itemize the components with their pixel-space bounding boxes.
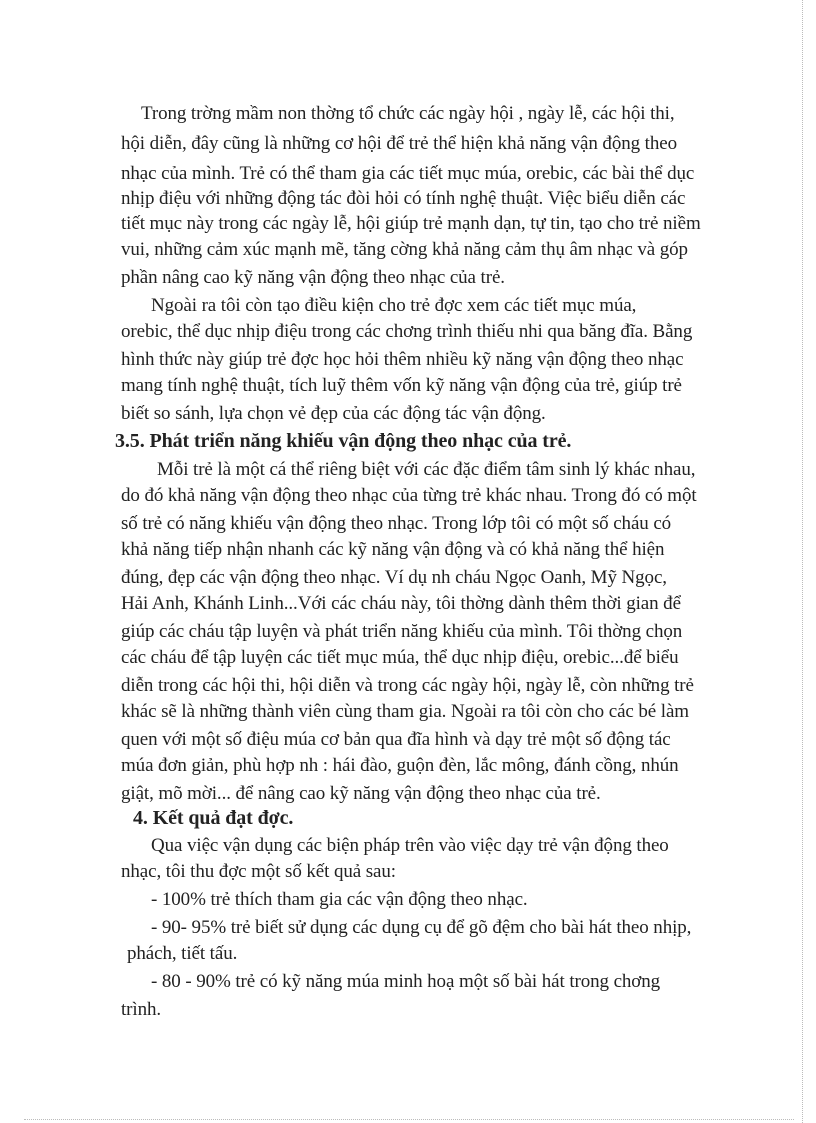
result-item: - 90- 95% trẻ biết sử dụng các dụng cụ để gõ đệm cho bài hát theo nhịp, [151, 917, 692, 938]
paragraph-1-line: nhạc của mình. Trẻ có thể tham gia các tiết mục múa, orebic, các bài thể dục [121, 163, 695, 184]
paragraph-3-line: múa đơn giản, phù hợp nh : hái đào, guộn đèn, lắc mông, đánh cồng, nhún [121, 755, 679, 776]
paragraph-2-line: biết so sánh, lựa chọn vẻ đẹp của các động tác vận động. [121, 403, 546, 424]
paragraph-3-line: Mỗi trẻ là một cá thể riêng biệt với các đặc điểm tâm sinh lý khác nhau, [157, 459, 696, 480]
paragraph-3-line: Hải Anh, Khánh Linh...Với các cháu này, tôi thờng dành thêm thời gian để [121, 593, 681, 614]
paragraph-3-line: khác sẽ là những thành viên cùng tham gia. Ngoài ra tôi còn cho các bé làm [121, 701, 689, 722]
section-heading: 4. Kết quả đạt đợc. [133, 807, 294, 829]
paragraph-2-line: mang tính nghệ thuật, tích luỹ thêm vốn kỹ năng vận động của trẻ, giúp trẻ [121, 375, 682, 396]
paragraph-3-line: số trẻ có năng khiếu vận động theo nhạc. Trong lớp tôi có một số cháu có [121, 513, 672, 534]
paragraph-2-line: hình thức này giúp trẻ đợc học hỏi thêm nhiều kỹ năng vận động theo nhạc [121, 349, 684, 370]
page-bottom-border [24, 1119, 794, 1120]
paragraph-3-line: diễn trong các hội thi, hội diễn và trong các ngày hội, ngày lễ, còn những trẻ [121, 675, 694, 696]
paragraph-3-line: giúp các cháu tập luyện và phát triển năng khiếu của mình. Tôi thờng chọn [121, 621, 683, 642]
paragraph-1-line: phần nâng cao kỹ năng vận động theo nhạc của trẻ. [121, 267, 505, 288]
paragraph-1-line: Trong trờng mầm non thờng tổ chức các ngày hội , ngày lễ, các hội thi, [141, 103, 675, 124]
paragraph-1-line: hội diễn, đây cũng là những cơ hội để trẻ thể hiện khả năng vận động theo [121, 133, 677, 154]
paragraph-2-line: orebic, thể dục nhịp điệu trong các chơng trình thiếu nhi qua băng đĩa. Bằng [121, 321, 693, 342]
result-item: trình. [121, 999, 162, 1020]
result-item: - 100% trẻ thích tham gia các vận động theo nhạc. [151, 889, 528, 910]
section-heading: 3.5. Phát triển năng khiếu vận động theo nhạc của trẻ. [115, 430, 572, 452]
paragraph-1-line: nhịp điệu với những động tác đòi hỏi có tính nghệ thuật. Việc biểu diễn các [121, 188, 686, 209]
page-right-border [802, 0, 803, 1123]
paragraph-4-line: Qua việc vận dụng các biện pháp trên vào việc dạy trẻ vận động theo [151, 835, 669, 856]
paragraph-4-line: nhạc, tôi thu đợc một số kết quả sau: [121, 861, 396, 882]
result-item: - 80 - 90% trẻ có kỹ năng múa minh hoạ một số bài hát trong chơng [151, 971, 661, 992]
paragraph-3-line: quen với một số điệu múa cơ bản qua đĩa hình và dạy trẻ một số động tác [121, 729, 671, 750]
paragraph-3-line: khả năng tiếp nhận nhanh các kỹ năng vận động và có khả năng thể hiện [121, 539, 665, 560]
paragraph-1-line: tiết mục này trong các ngày lễ, hội giúp trẻ mạnh dạn, tự tin, tạo cho trẻ niềm [121, 213, 701, 234]
paragraph-3-line: đúng, đẹp các vận động theo nhạc. Ví dụ nh cháu Ngọc Oanh, Mỹ Ngọc, [121, 567, 667, 588]
paragraph-3-line: giật, mõ mời... để nâng cao kỹ năng vận động theo nhạc của trẻ. [121, 783, 601, 804]
paragraph-3-line: do đó khả năng vận động theo nhạc của từng trẻ khác nhau. Trong đó có một [121, 485, 697, 506]
result-item: phách, tiết tấu. [127, 943, 238, 964]
paragraph-2-line: Ngoài ra tôi còn tạo điều kiện cho trẻ đợc xem các tiết mục múa, [151, 295, 637, 316]
paragraph-3-line: các cháu để tập luyện các tiết mục múa, thể dục nhịp điệu, orebic...để biểu [121, 647, 679, 668]
paragraph-1-line: vui, những cảm xúc mạnh mẽ, tăng cờng khả năng cảm thụ âm nhạc và góp [121, 239, 688, 260]
